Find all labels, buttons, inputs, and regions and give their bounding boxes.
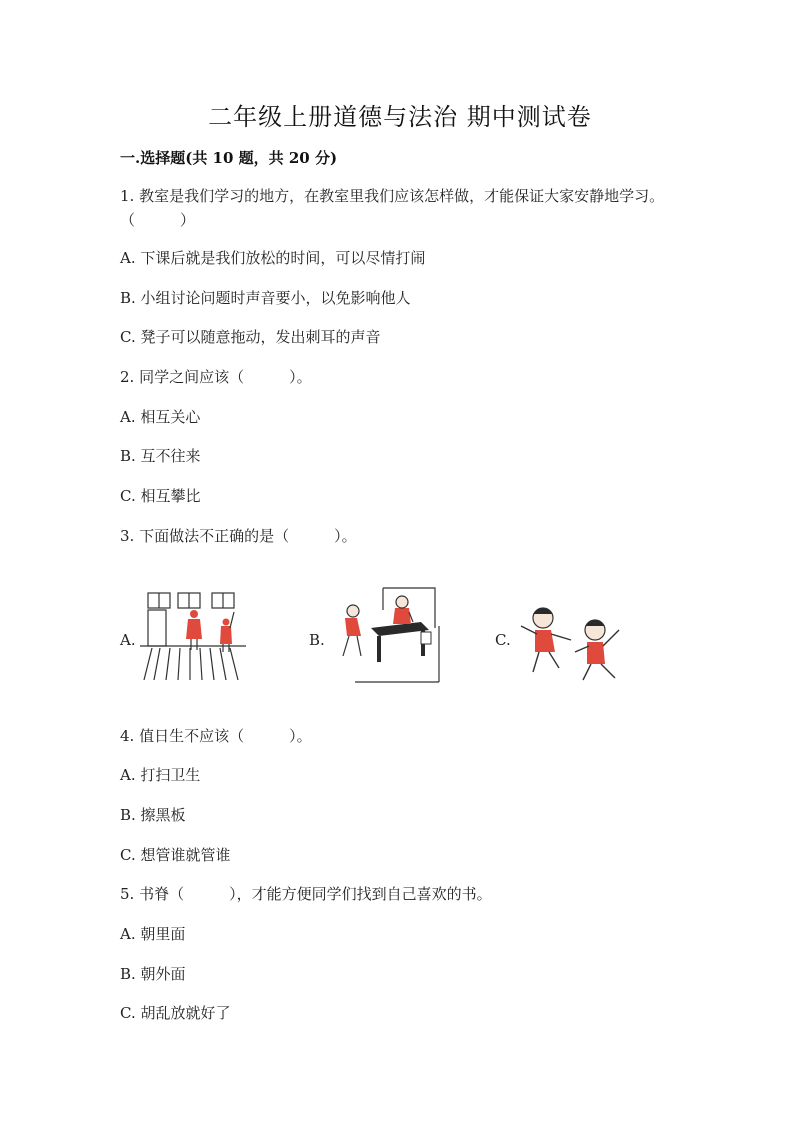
question-1-option-c[interactable]: C. 凳子可以随意拖动，发出刺耳的声音 xyxy=(120,328,381,346)
question-4-stem: 4. 值日生不应该（ ）。 xyxy=(120,727,312,745)
question-3-option-a-label[interactable]: A. xyxy=(120,631,136,649)
question-5-option-b[interactable]: B. 朝外面 xyxy=(120,965,186,983)
question-4-option-b[interactable]: B. 擦黑板 xyxy=(120,806,186,824)
question-2-option-c[interactable]: C. 相互攀比 xyxy=(120,487,201,505)
question-2-option-a[interactable]: A. 相互关心 xyxy=(120,408,201,426)
desk-cleaning-illustration-icon xyxy=(335,586,440,686)
question-3-stem: 3. 下面做法不正确的是（ ）。 xyxy=(120,527,357,545)
question-5-option-c[interactable]: C. 胡乱放就好了 xyxy=(120,1004,231,1022)
question-3-option-c-label[interactable]: C. xyxy=(495,631,511,649)
question-3-option-b-label[interactable]: B. xyxy=(309,631,325,649)
question-4-option-c[interactable]: C. 想管谁就管谁 xyxy=(120,846,231,864)
section-heading: 一.选择题(共 10 题，共 20 分) xyxy=(120,149,338,167)
question-2-option-b[interactable]: B. 互不往来 xyxy=(120,447,201,465)
question-4-option-a[interactable]: A. 打扫卫生 xyxy=(120,766,201,784)
question-1-stem: 1. 教室是我们学习的地方，在教室里我们应该怎样做，才能保证大家安静地学习。（ ） xyxy=(120,187,665,229)
question-1-option-a[interactable]: A. 下课后就是我们放松的时间，可以尽情打闹 xyxy=(120,249,426,267)
page-title: 二年级上册道德与法治 期中测试卷 xyxy=(208,103,592,131)
question-1-option-b[interactable]: B. 小组讨论问题时声音要小，以免影响他人 xyxy=(120,289,411,307)
fighting-children-illustration-icon xyxy=(515,600,630,685)
window-cleaning-illustration-icon xyxy=(140,588,250,683)
question-5-stem: 5. 书脊（ ），才能方便同学们找到自己喜欢的书。 xyxy=(120,885,492,903)
question-2-stem: 2. 同学之间应该（ ）。 xyxy=(120,368,312,386)
question-5-option-a[interactable]: A. 朝里面 xyxy=(120,925,186,943)
